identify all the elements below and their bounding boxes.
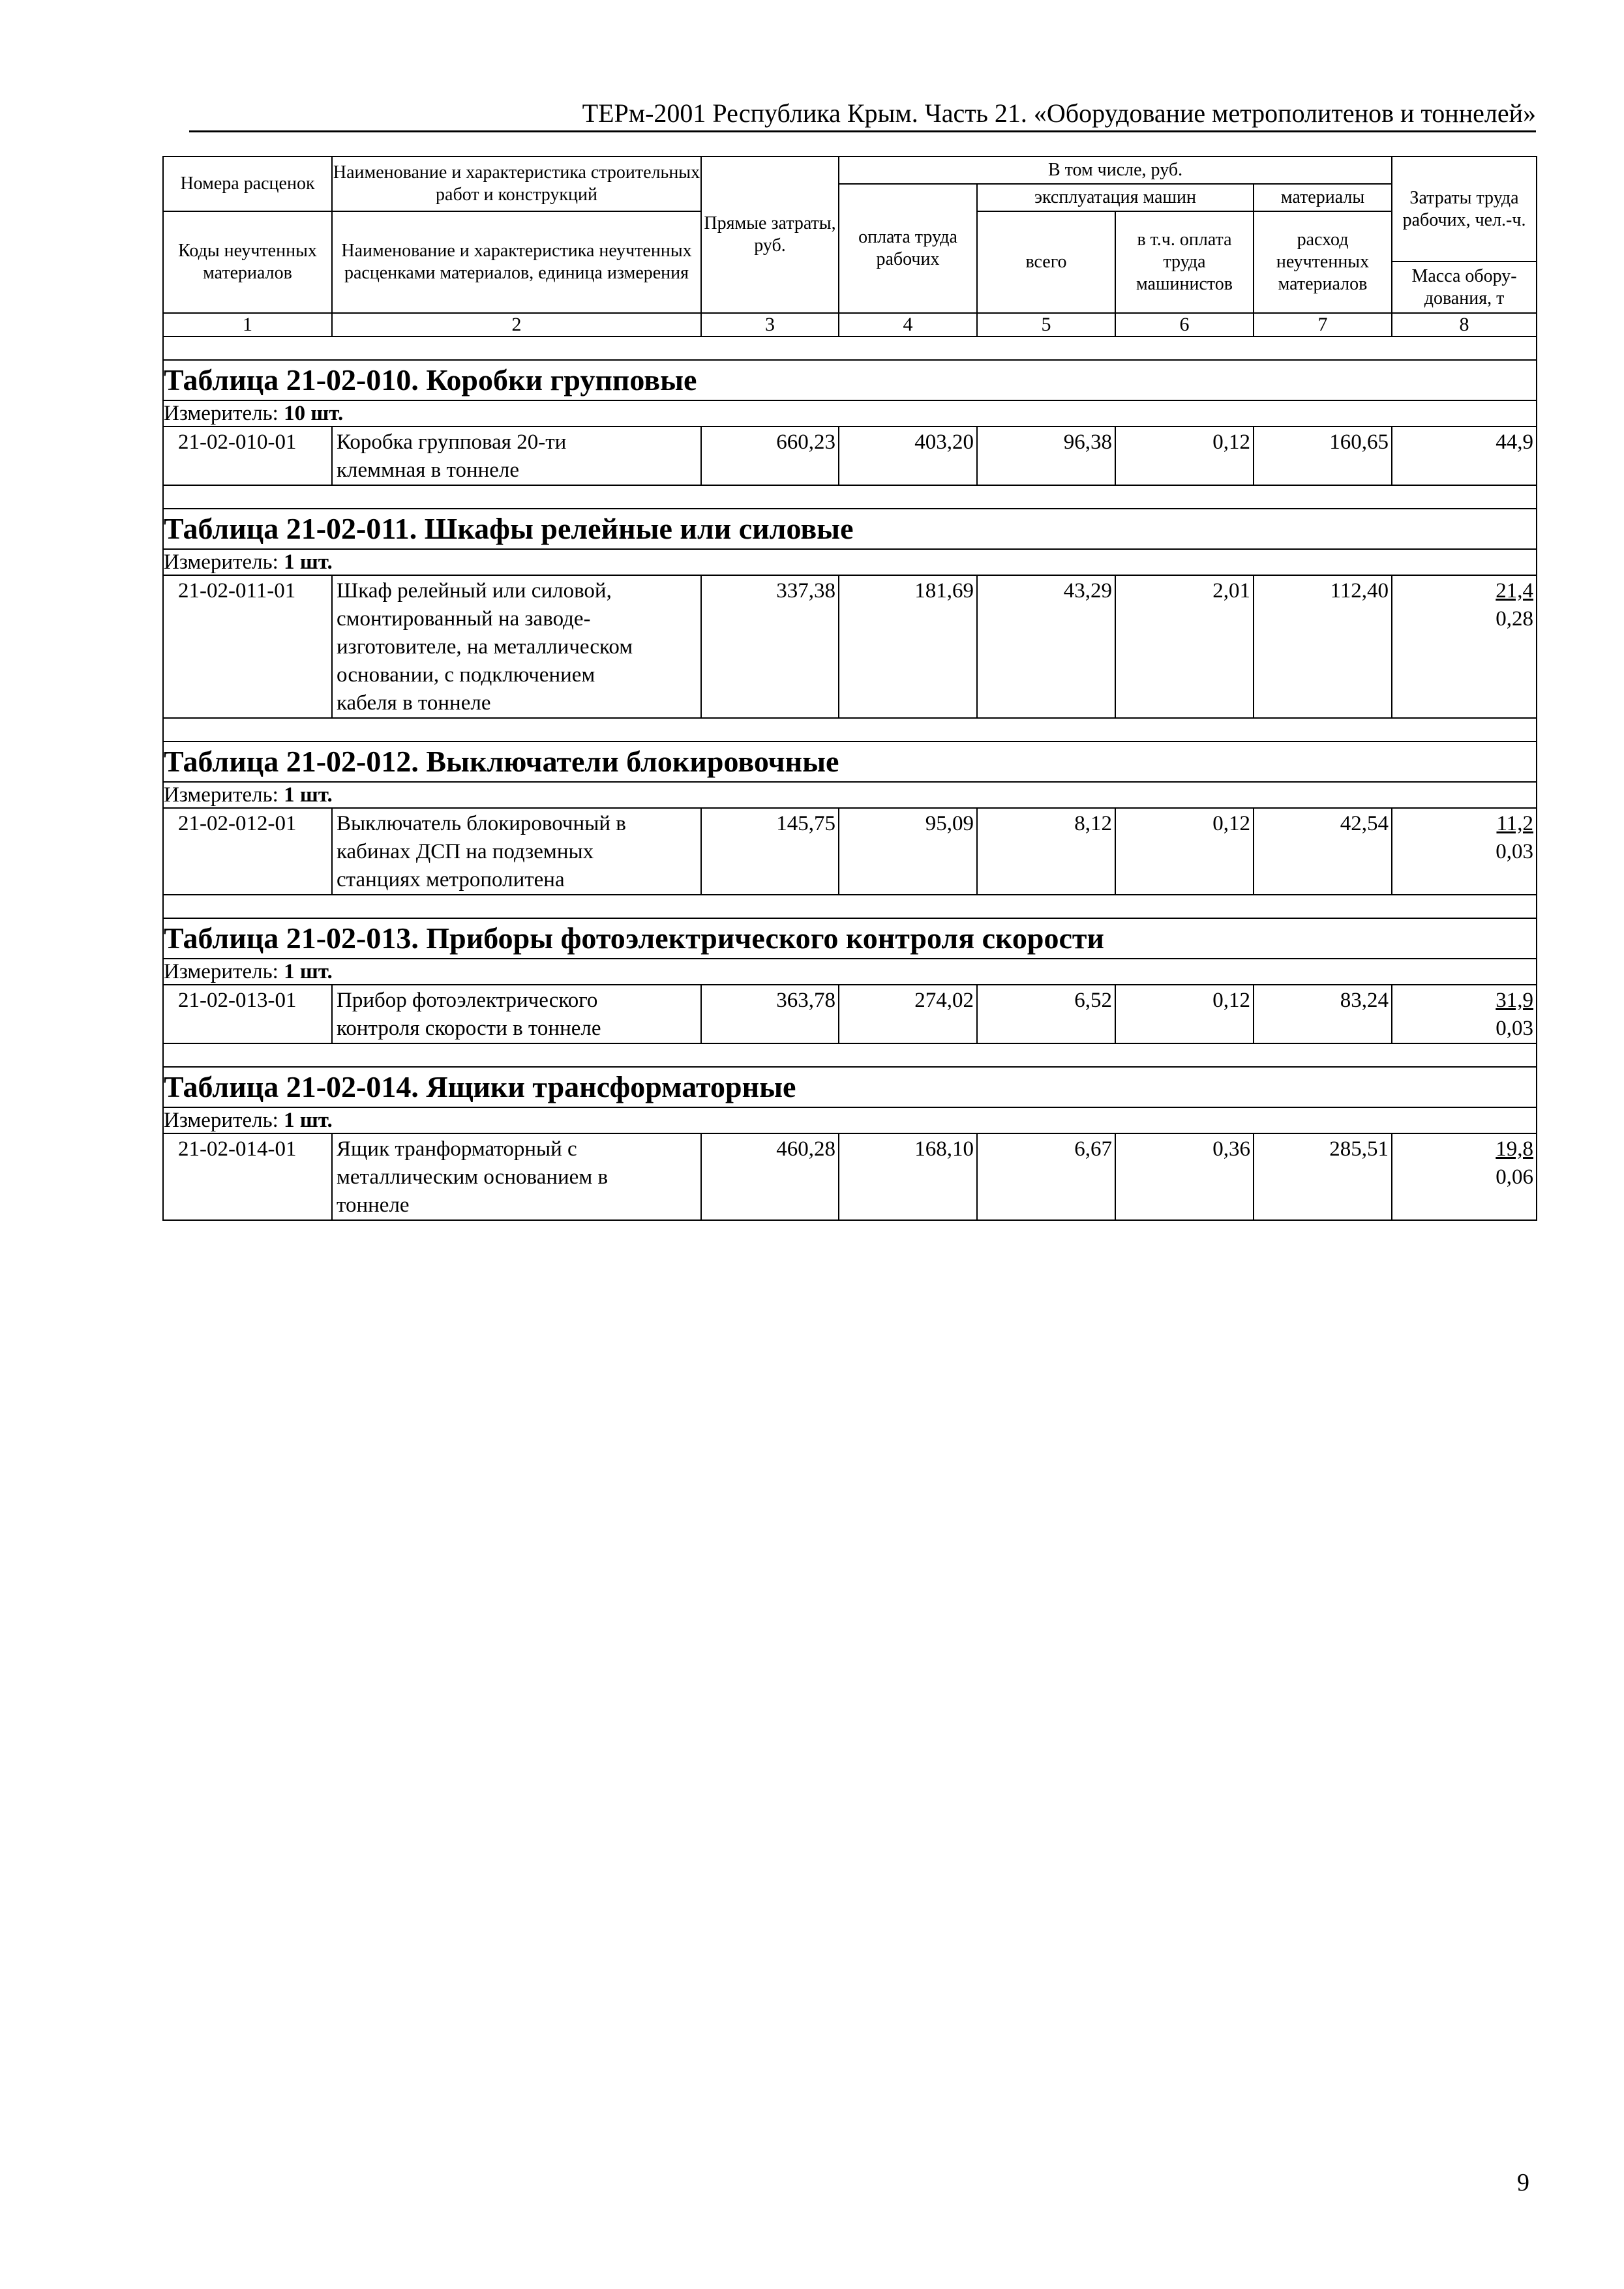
unit-value: 1 шт. [284,1109,333,1132]
unit-label: Измеритель: [164,402,284,425]
th-wages: оплата труда рабочих [839,184,977,313]
column-number: 3 [701,313,839,337]
labor [1392,810,1533,838]
rate-name-line: контроля скорости в тоннеле [337,1017,601,1040]
section-unit [163,959,1537,985]
rate-name [332,575,701,718]
th-material-codes: Коды неучтенных материалов [163,211,332,313]
section-title: Таблица 21-02-010. Коробки групповые [163,360,1537,400]
labor-value: 44,9 [1496,430,1534,454]
rate-name-line: клеммная в тоннеле [337,458,520,482]
equipment-mass: 0,28 [1496,607,1534,631]
section-spacer [163,337,1537,360]
wages: 274,02 [839,985,977,1043]
section-spacer [163,895,1537,918]
column-number: 7 [1254,313,1392,337]
section-spacer [163,718,1537,741]
machinist-wages: 0,12 [1115,808,1254,895]
labor-value: 31,9 [1496,989,1534,1012]
machines-total: 8,12 [977,808,1115,895]
equipment-mass: 0,06 [1496,1165,1534,1189]
section-unit [163,1107,1537,1133]
wages: 168,10 [839,1133,977,1220]
page-number: 9 [1517,2169,1529,2196]
labor [1392,987,1533,1015]
rate-name-line: металлическим основанием в [337,1165,609,1189]
th-materials: материалы [1254,184,1392,211]
labor-value: 11,2 [1496,812,1534,835]
materials: 160,65 [1254,426,1392,485]
th-machines-total: всего [977,211,1115,313]
machines-total: 6,52 [977,985,1115,1043]
materials: 42,54 [1254,808,1392,895]
running-header: ТЕРм-2001 Республика Крым. Часть 21. «Оборудование метрополитенов и тоннелей» [582,98,1536,128]
unit-value: 1 шт. [284,960,333,983]
table-row [163,808,1537,895]
wages: 95,09 [839,808,977,895]
section-spacer [163,1043,1537,1067]
rate-name-line: Коробка групповая 20-ти [337,430,567,454]
rate-name-line: станциях метрополитена [337,868,565,891]
unit-value: 10 шт. [284,402,344,425]
labor-and-mass [1392,808,1537,895]
column-number: 2 [332,313,701,337]
table-row [163,426,1537,485]
unit-label: Измеритель: [164,960,284,983]
table-row [163,985,1537,1043]
th-material-name: Наименование и характеристика неучтенных расценками материалов, единица измерения [332,211,701,313]
rate-name [332,985,701,1043]
materials: 83,24 [1254,985,1392,1043]
unit-label: Измеритель: [164,550,284,574]
rate-name-line: изготовителе, на металлическом [337,635,633,659]
rate-name-line: основании, с подключением [337,663,595,687]
direct-costs: 660,23 [701,426,839,485]
rate-name-line: Ящик транформаторный с [337,1137,577,1161]
unit-value: 1 шт. [284,550,333,574]
section-title: Таблица 21-02-011. Шкафы релейные или силовые [163,509,1537,549]
column-number: 8 [1392,313,1537,337]
machinist-wages: 2,01 [1115,575,1254,718]
direct-costs: 145,75 [701,808,839,895]
header-rule [189,130,1536,132]
th-labor: Затраты труда рабочих, чел.-ч. [1392,157,1537,262]
unit-value: 1 шт. [284,783,333,807]
rate-name-line: кабинах ДСП на подземных [337,840,594,863]
th-including: В том числе, руб. [839,157,1392,184]
machinist-wages: 0,12 [1115,985,1254,1043]
th-machinist-wages: в т.ч. оплата труда машинистов [1115,211,1254,313]
rate-name-line: тоннеле [337,1193,410,1217]
column-number: 1 [163,313,332,337]
th-machines: эксплуатация машин [977,184,1254,211]
labor-value: 19,8 [1496,1137,1534,1161]
rate-name-line: кабеля в тоннеле [337,691,491,715]
equipment-mass: 0,03 [1496,840,1534,863]
direct-costs: 460,28 [701,1133,839,1220]
labor-and-mass [1392,575,1537,718]
rate-code: 21-02-012-01 [163,808,332,895]
unit-label: Измеритель: [164,783,284,807]
rate-name-line: смонтированный на заводе- [337,607,591,631]
rate-name-line: Шкаф релейный или силовой, [337,579,612,603]
rate-name [332,1133,701,1220]
rate-name [332,426,701,485]
machines-total: 6,67 [977,1133,1115,1220]
direct-costs: 363,78 [701,985,839,1043]
materials: 112,40 [1254,575,1392,718]
rate-name-line: Прибор фотоэлектрического [337,989,598,1012]
direct-costs: 337,38 [701,575,839,718]
th-rate-numbers: Номера расценок [163,157,332,211]
rate-name [332,808,701,895]
rate-code: 21-02-013-01 [163,985,332,1043]
column-number: 4 [839,313,977,337]
th-equipment-mass: Масса обору-дования, т [1392,262,1537,313]
rate-code: 21-02-011-01 [163,575,332,718]
rate-code: 21-02-010-01 [163,426,332,485]
machines-total: 43,29 [977,575,1115,718]
section-title: Таблица 21-02-012. Выключатели блокировочные [163,741,1537,782]
th-work-name: Наименование и характеристика строительных работ и конструкций [332,157,701,211]
section-unit [163,400,1537,426]
th-materials-consumption: расход неучтенных материалов [1254,211,1392,313]
labor-and-mass [1392,985,1537,1043]
machines-total: 96,38 [977,426,1115,485]
rate-code: 21-02-014-01 [163,1133,332,1220]
table-row [163,1133,1537,1220]
labor-and-mass [1392,426,1537,485]
materials: 285,51 [1254,1133,1392,1220]
wages: 403,20 [839,426,977,485]
labor [1392,1135,1533,1163]
section-unit [163,549,1537,575]
section-unit [163,782,1537,808]
column-number: 6 [1115,313,1254,337]
rates-table [162,156,1537,1221]
rate-name-line: Выключатель блокировочный в [337,812,626,835]
equipment-mass: 0,03 [1496,1017,1534,1040]
section-title: Таблица 21-02-013. Приборы фотоэлектрического контроля скорости [163,918,1537,959]
machinist-wages: 0,12 [1115,426,1254,485]
column-number: 5 [977,313,1115,337]
section-spacer [163,485,1537,509]
unit-label: Измеритель: [164,1109,284,1132]
wages: 181,69 [839,575,977,718]
table-row [163,575,1537,718]
th-direct-costs: Прямые затраты, руб. [701,157,839,313]
labor-value: 21,4 [1496,579,1534,603]
section-title: Таблица 21-02-014. Ящики трансформаторные [163,1067,1537,1107]
labor [1392,577,1533,605]
labor [1392,428,1533,456]
machinist-wages: 0,36 [1115,1133,1254,1220]
labor-and-mass [1392,1133,1537,1220]
